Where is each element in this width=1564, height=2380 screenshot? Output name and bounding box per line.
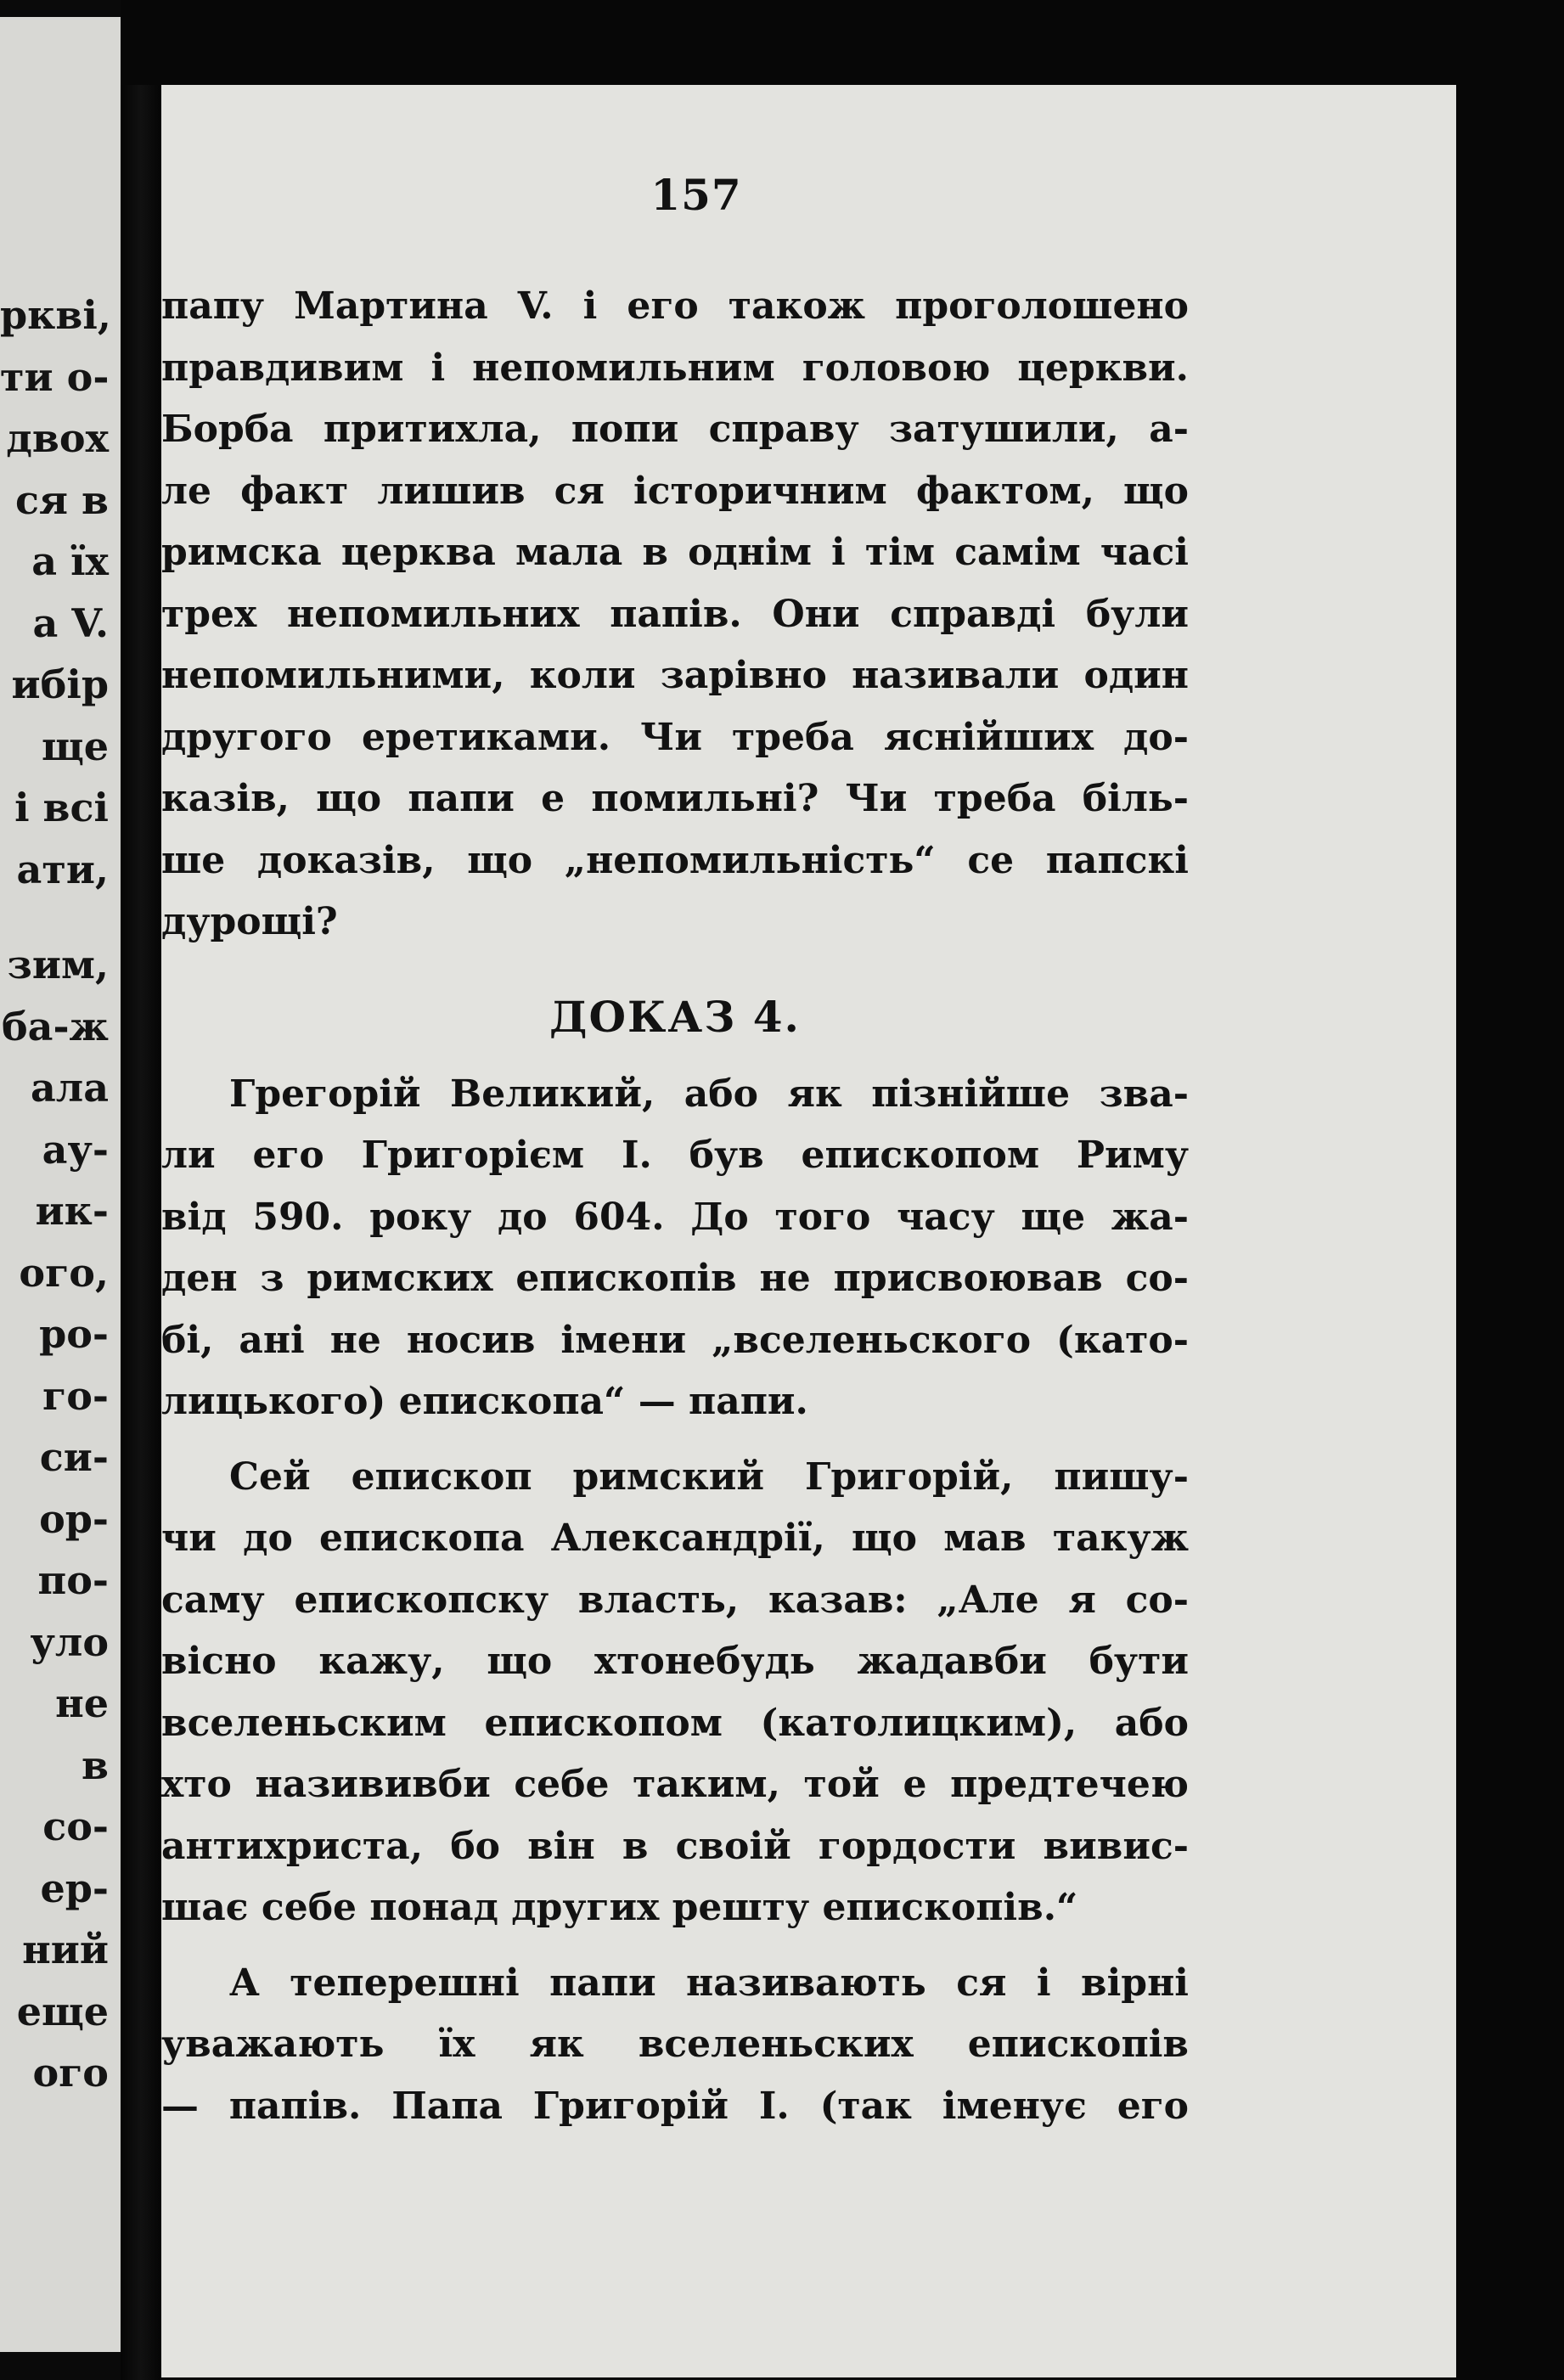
left-page-line: ор- [39, 1495, 109, 1542]
left-page-line: в [82, 1741, 109, 1788]
left-page-line: еще [16, 1988, 109, 2034]
left-page-line: по- [37, 1557, 109, 1603]
text-line: непомильними, коли зарівно називали один [161, 654, 1189, 697]
left-page-text [0, 284, 109, 2104]
left-page-line: ти о- [0, 353, 110, 400]
text-line: шає себе понад других решту епископів.“ [161, 1886, 1078, 1929]
text-line: папу Мартина V. і его також проголошено [161, 284, 1189, 328]
text-line: чи до епископа Александрії, що мав такуж [161, 1516, 1189, 1560]
page-text [161, 276, 1189, 2137]
section-heading: ДОКАЗ 4. [549, 991, 801, 1042]
text-line: правдивим і непомильним головою церкви. [161, 346, 1189, 390]
left-page-line: ого, [19, 1249, 109, 1296]
page-number: 157 [650, 170, 742, 220]
left-page-line: ркві, [0, 292, 111, 338]
text-line: трех непомильних папів. Они справді були [161, 592, 1189, 636]
left-page-fragment [0, 17, 121, 2352]
text-line: римска церква мала в однім і тім самім часі [161, 531, 1189, 574]
paragraph-gap [161, 1939, 1189, 1953]
left-page-line [0, 900, 109, 934]
book-page [161, 85, 1456, 2377]
paragraph-4 [161, 1953, 1189, 2138]
left-page-line: ик- [35, 1188, 109, 1234]
left-page-line: ба-ж [1, 1003, 109, 1049]
left-page-line: не [55, 1680, 109, 1726]
left-page-line: ау- [42, 1126, 109, 1173]
text-line: Грегорій Великий, або як пізнійше зва- [229, 1072, 1189, 1116]
text-line: Сей епископ римский Григорій, пишу- [229, 1454, 1189, 1499]
text-line: Борба притихла, попи справу затушили, а- [161, 408, 1189, 451]
text-line: вісно кажу, що хтонебудь жадавби бути [161, 1640, 1189, 1683]
text-line: вселеньским епископом (католицким), або [161, 1701, 1189, 1745]
left-page-line: зим, [7, 942, 109, 987]
left-page-line: си- [39, 1434, 109, 1480]
paragraph-1 [161, 276, 1189, 954]
left-page-line: ро- [39, 1311, 109, 1357]
text-line: антихриста, бо він в своій гордости вивис- [161, 1824, 1189, 1868]
left-page-line: уло [30, 1618, 109, 1665]
left-page-line: ще [41, 723, 109, 769]
text-line: саму епископску власть, казав: „Але я со- [161, 1578, 1189, 1622]
text-line: казів, що папи е помильні? Чи треба біль- [161, 777, 1189, 820]
left-page-line: а їх [31, 538, 109, 584]
right-scan-border [1456, 0, 1564, 2380]
left-page-line: го- [42, 1372, 109, 1419]
text-line: другого еретиками. Чи треба яснійших до- [161, 715, 1189, 759]
text-line: — папів. Папа Григорій І. (так іменує его [161, 2084, 1189, 2128]
text-line: лицького) епископа“ — папи. [161, 1380, 808, 1423]
text-line: уважають їх як вселеньских епископів [161, 2023, 1189, 2066]
left-page-line: ибір [11, 661, 109, 707]
left-page-line: ний [22, 1927, 109, 1972]
text-line: А теперешні папи називають ся і вірні [229, 1961, 1189, 2005]
text-line: бі, ані не носив імени „вселеньского (като- [161, 1318, 1189, 1362]
left-page-line: двох [6, 415, 109, 461]
book-gutter [121, 0, 161, 2380]
paragraph-3 [161, 1447, 1189, 1939]
paragraph-2 [161, 1064, 1189, 1433]
text-line: ле факт лишив ся історичним фактом, що [161, 469, 1189, 513]
text-line: ли его Григорієм І. був епископом Риму [161, 1134, 1189, 1177]
left-page-line: ати, [16, 846, 109, 892]
left-page-line: со- [42, 1803, 109, 1849]
left-page-line: ся в [15, 476, 109, 523]
left-page-line: і всі [14, 785, 109, 830]
left-page-line: ого [32, 2050, 109, 2096]
left-page-line: ер- [40, 1865, 109, 1911]
paragraph-gap [161, 1433, 1189, 1447]
text-line: ден з римских епископів не присвоював со- [161, 1257, 1189, 1300]
text-line: дурощі? [161, 900, 338, 943]
top-scan-border [121, 0, 1564, 85]
text-line: від 590. року до 604. До того часу ще жа- [161, 1195, 1189, 1239]
left-page-line: а V. [32, 599, 109, 646]
text-line: ше доказів, що „непомильність“ се папскі [161, 838, 1189, 882]
left-page-line: ала [30, 1065, 109, 1111]
text-line: хто назививби себе таким, той е предтечею [161, 1763, 1189, 1806]
